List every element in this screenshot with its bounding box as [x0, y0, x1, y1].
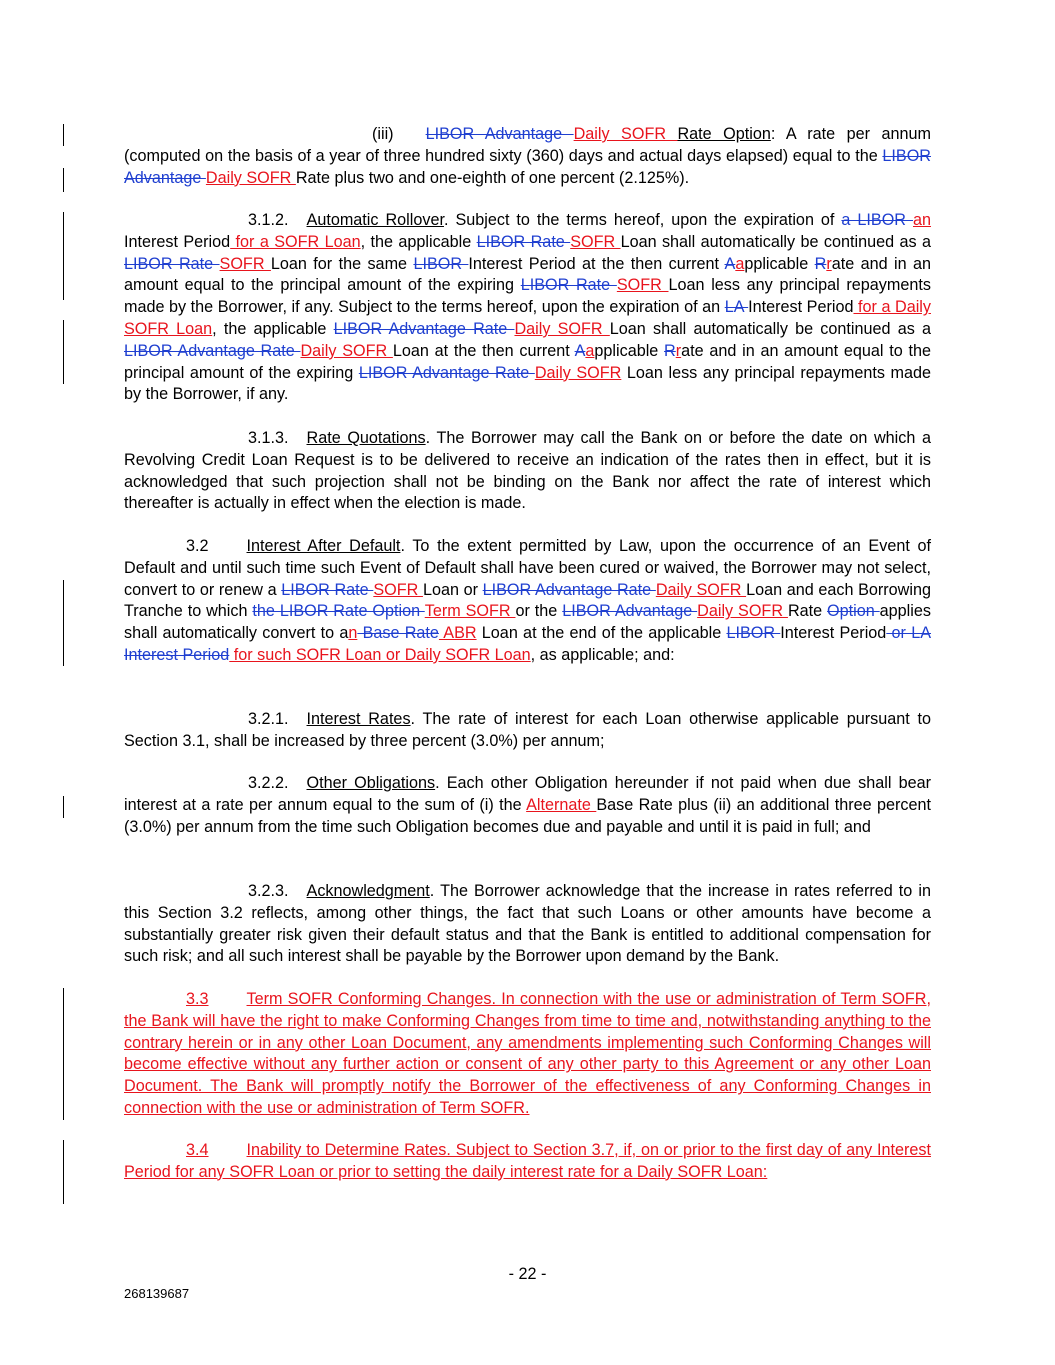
- deleted-text: R: [814, 254, 827, 273]
- body-text: , the applicable: [212, 319, 334, 338]
- change-bar: [63, 580, 64, 666]
- body-text: Interest Period at the then current: [468, 254, 725, 273]
- body-text: Rate: [787, 602, 828, 621]
- inserted-text: Daily SOFR: [697, 602, 788, 621]
- deleted-text: LA: [724, 298, 749, 317]
- body-text: ate and in an amount equal to the principal amount of the expiring: [124, 254, 931, 295]
- section-number: 3.4: [186, 1141, 209, 1159]
- deleted-text: LIBOR Rate: [281, 580, 374, 599]
- deleted-text: LIBOR Advantage: [425, 125, 574, 143]
- body-text: , the applicable: [360, 232, 477, 251]
- document-id: 268139687: [124, 1286, 190, 1301]
- section-number: 3.1.2.: [248, 211, 289, 229]
- inserted-text: Daily SOFR: [514, 319, 610, 338]
- paragraph-3-2-1: [124, 709, 931, 753]
- body-text: pplicable: [744, 254, 815, 273]
- deleted-text: LIBOR Advantage Rate: [333, 319, 515, 338]
- item-label: (iii): [372, 125, 394, 143]
- inserted-text: Term SOFR: [424, 602, 516, 621]
- inserted-text: SOFR: [570, 232, 621, 251]
- body-text: applies shall automatically convert to a: [124, 602, 931, 643]
- body-text: Loan or: [422, 580, 483, 599]
- body-text: Loan at the then current: [392, 341, 575, 360]
- deleted-text: LIBOR Advantage Rate: [358, 363, 535, 382]
- inserted-text: n: [348, 624, 358, 643]
- inserted-text: Daily SOFR: [655, 580, 747, 599]
- inserted-text: Daily SOFR: [300, 341, 393, 360]
- paragraph-3-1-3: [124, 428, 931, 515]
- change-bar: [63, 320, 64, 384]
- body-text: . Each other Obligation hereunder if not paid when due shall bear interest at a rate per annum equal to the sum of (i) the: [124, 774, 931, 814]
- section-title: Rate Quotations: [306, 429, 426, 447]
- body-text: Loan for the same: [270, 254, 414, 273]
- inserted-text: a: [585, 341, 595, 360]
- inserted-text: ABR: [438, 624, 477, 643]
- inserted-text: r: [675, 341, 682, 360]
- deleted-text: Option: [827, 602, 880, 621]
- section-number: 3.2.2.: [248, 774, 289, 792]
- page-number: - 22 -: [508, 1265, 547, 1283]
- change-bar: [63, 796, 64, 818]
- section-number: 3.2.1.: [248, 710, 289, 728]
- change-bar: [63, 1140, 64, 1204]
- section-number: 3.1.3.: [248, 429, 289, 447]
- deleted-text: A: [724, 254, 736, 273]
- section-number: 3.2: [186, 537, 209, 555]
- section-number: 3.3: [186, 990, 209, 1008]
- body-text: . The rate of interest for each Loan otherwise applicable pursuant to Section 3.1, shall be increased by three percent (3.0%) per annum;: [124, 710, 931, 750]
- inserted-text: Daily SOFR: [205, 168, 296, 187]
- inserted-text: SOFR: [616, 276, 669, 295]
- body-text: , as applicable; and:: [530, 645, 675, 664]
- inserted-text: for such SOFR Loan or Daily SOFR Loan: [229, 645, 531, 664]
- body-text: Loan shall automatically be continued as a: [620, 232, 931, 251]
- deleted-text: LIBOR Advantage: [562, 602, 698, 621]
- paragraph-3-4: [124, 1140, 931, 1184]
- body-text: . The Borrower may call the Bank on or before the date on which a Revolving Credit Loan Request is to be delivered to receive an indication of the rates then in effect, but it is acknowledged that such projection shall not be binding on the Bank nor affect the rate of interest which thereafter is actually in effect when the election is made.: [124, 429, 931, 513]
- section-title: Rate Option: [677, 125, 771, 143]
- body-text: . To the extent permitted by Law, upon the occurrence of an Event of Default and until such time such Event of Default shall have been cured or waived, the Borrower may not select, convert to or renew a: [124, 537, 931, 599]
- paragraph-3-1-2: [124, 210, 931, 406]
- body-text: or the: [515, 602, 563, 621]
- paragraph-iii: [124, 124, 931, 189]
- deleted-text: LIBOR Advantage Rate: [482, 580, 656, 599]
- body-text: pplicable: [594, 341, 665, 360]
- section-title: Interest Rates: [306, 710, 411, 728]
- change-bar: [63, 988, 64, 1120]
- paragraph-3-3: [124, 989, 931, 1120]
- body-text: . The Borrower acknowledge that the increase in rates referred to in this Section 3.2 reflects, among other things, the fact that such Loans or other amounts have become a substantially greater risk given their default status and that the Bank is entitled to additional compensation for such risk; and all such interest shall be payable by the Borrower upon demand by the Bank.: [124, 882, 931, 966]
- section-title: Interest After Default: [246, 537, 401, 555]
- body-text: . Subject to the terms hereof, upon the expiration of: [443, 211, 842, 229]
- body-text: Loan less any principal repayments made by the Borrower, if any. Subject to the terms hereof, upon the expiration of an: [124, 276, 931, 317]
- body-text: : A rate per annum (computed on the basis of a year of three hundred sixty (360) days and actual days elapsed) equal to the: [124, 125, 931, 165]
- deleted-text: R: [664, 341, 676, 360]
- inserted-text: SOFR: [373, 580, 423, 599]
- deleted-text: LIBOR Advantage Rate: [124, 341, 301, 360]
- body-text: Interest Period: [748, 298, 854, 317]
- section-number: 3.2.3.: [248, 882, 289, 900]
- body-text: Interest Period: [124, 232, 231, 251]
- section-title: Other Obligations: [306, 774, 436, 792]
- body-text: Loan and each Borrowing Tranche to which: [124, 580, 931, 621]
- deleted-text: LIBOR: [413, 254, 469, 273]
- body-text: Loan less any principal repayments made by the Borrower, if any.: [124, 363, 931, 404]
- body-text: Base Rate plus (ii) an additional three percent (3.0%) per annum from the time such Obligation becomes due and payable and until it is paid in full; and: [124, 795, 931, 836]
- deleted-text: the LIBOR Rate Option: [252, 602, 425, 621]
- change-bar: [63, 168, 64, 192]
- inserted-text: a: [735, 254, 745, 273]
- paragraph-3-2-3: [124, 881, 931, 968]
- body-text: Rate plus two and one-eighth of one percent (2.125%).: [295, 168, 690, 187]
- inserted-text: Daily SOFR: [573, 125, 678, 143]
- paragraph-3-2-2: [124, 773, 931, 838]
- inserted-text: Term SOFR Conforming Changes. In connection with the use or administration of Term SOFR, the Bank will have the right to make Conforming Changes from time to time and, notwithstanding anything to the contrary herein or in any other Loan Document, any amendments implementing such Conforming Changes will become effective without any further action or consent of any other party to this Agreement or any other Loan Document. The Bank will promptly notify the Borrower of the effectiveness of any Conforming Changes in connection with the use or administration of Term SOFR.: [124, 990, 931, 1117]
- paragraph-3-2: [124, 536, 931, 667]
- inserted-text: Inability to Determine Rates. Subject to Section 3.7, if, on or prior to the first day of any Interest Period for any SOFR Loan or prior to setting the daily interest rate for a Daily SOFR Loan:: [124, 1141, 931, 1181]
- body-text: Interest Period: [780, 624, 887, 643]
- deleted-text: or LA Interest Period: [124, 624, 931, 664]
- body-text: ate and in an amount equal to the principal amount of the expiring: [124, 341, 931, 382]
- deleted-text: LIBOR Rate: [520, 276, 617, 295]
- deleted-text: a LIBOR: [841, 211, 913, 229]
- inserted-text: an: [912, 211, 931, 229]
- deleted-text: LIBOR Advantage: [124, 146, 931, 187]
- inserted-text: Alternate: [526, 795, 597, 814]
- inserted-text: for a Daily SOFR Loan: [124, 298, 931, 338]
- section-title: Automatic Rollover: [306, 211, 444, 229]
- deleted-text: LIBOR Rate: [124, 254, 220, 273]
- deleted-text: LIBOR Rate: [476, 232, 571, 251]
- inserted-text: SOFR: [219, 254, 271, 273]
- change-bar: [63, 124, 64, 146]
- inserted-text: for a SOFR Loan: [230, 232, 361, 251]
- body-text: Loan shall automatically be continued as a: [609, 319, 931, 338]
- change-bar: [63, 212, 64, 300]
- deleted-text: A: [574, 341, 586, 360]
- body-text: Loan at the end of the applicable: [476, 624, 727, 643]
- deleted-text: LIBOR: [726, 624, 781, 643]
- inserted-text: r: [826, 254, 832, 273]
- inserted-text: Daily SOFR: [534, 363, 622, 382]
- section-title: Acknowledgment: [306, 882, 430, 900]
- deleted-text: Base Rate: [357, 624, 439, 643]
